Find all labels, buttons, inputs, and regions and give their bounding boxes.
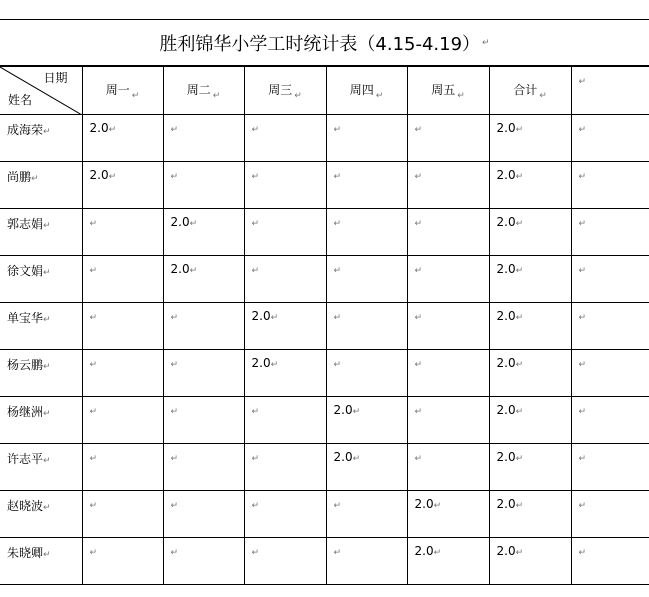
paragraph-mark-icon: ↵: [515, 313, 524, 323]
table-title: 胜利锦华小学工时统计表（4.15-4.19）: [159, 33, 481, 55]
paragraph-mark-icon: ↵: [333, 172, 342, 182]
paragraph-mark-icon: ↵: [43, 268, 51, 278]
name-cell[interactable]: [0, 209, 82, 256]
total-cell[interactable]: [489, 209, 571, 256]
name-cell[interactable]: [0, 491, 82, 538]
paragraph-mark-icon: ↵: [333, 266, 342, 276]
hours-cell[interactable]: [407, 303, 489, 350]
name-text: 杨云鹏: [7, 358, 44, 372]
paragraph-mark-icon: ↵: [352, 407, 361, 417]
paragraph-mark-icon: ↵: [251, 125, 260, 135]
table-row: [0, 115, 649, 162]
hours-cell[interactable]: [163, 115, 244, 162]
header-extra: [571, 67, 649, 115]
hours-value: 2.0: [89, 121, 109, 135]
paragraph-mark-icon: ↵: [89, 407, 98, 417]
paragraph-mark-icon: ↵: [89, 454, 98, 464]
paragraph-mark-icon: ↵: [251, 266, 260, 276]
extra-cell[interactable]: [571, 397, 649, 444]
hours-cell[interactable]: [82, 491, 163, 538]
paragraph-mark-icon: ↵: [375, 90, 384, 101]
paragraph-mark-icon: ↵: [414, 407, 423, 417]
extra-cell[interactable]: [571, 444, 649, 491]
paragraph-mark-icon: ↵: [414, 313, 423, 323]
hours-cell[interactable]: [82, 444, 163, 491]
name-text: 徐文娟: [7, 264, 44, 278]
extra-cell[interactable]: [571, 256, 649, 303]
hours-value: 2.0: [170, 215, 190, 229]
hours-cell[interactable]: [326, 162, 407, 209]
hours-cell[interactable]: [82, 350, 163, 397]
hours-cell[interactable]: [163, 444, 244, 491]
table-row: [0, 444, 649, 491]
hours-cell[interactable]: [244, 444, 326, 491]
paragraph-mark-icon: ↵: [515, 501, 524, 511]
hours-value: 2.0: [496, 121, 516, 135]
hours-cell[interactable]: [407, 209, 489, 256]
hours-cell[interactable]: [326, 303, 407, 350]
hours-value: 2.0: [89, 168, 109, 182]
paragraph-mark-icon: ↵: [578, 219, 587, 229]
paragraph-mark-icon: ↵: [170, 125, 179, 135]
paragraph-mark-icon: ↵: [170, 360, 179, 370]
extra-cell[interactable]: [571, 303, 649, 350]
header-tue: 周二 $_↵$: [163, 67, 244, 115]
paragraph-mark-icon: ↵: [43, 127, 51, 137]
header-fri: 周五 $_↵$: [407, 67, 489, 115]
hours-cell[interactable]: [82, 162, 163, 209]
hours-cell[interactable]: [244, 350, 326, 397]
paragraph-mark-icon: ↵: [43, 550, 51, 560]
name-cell[interactable]: [0, 115, 82, 162]
hours-value: 2.0: [496, 262, 516, 276]
hours-cell[interactable]: [244, 491, 326, 538]
paragraph-mark-icon: ↵: [578, 548, 587, 558]
paragraph-mark-icon: ↵: [578, 407, 587, 417]
total-cell[interactable]: [489, 256, 571, 303]
hours-value: 2.0: [251, 356, 271, 370]
hours-value: 2.0: [496, 403, 516, 417]
total-cell[interactable]: [489, 491, 571, 538]
paragraph-mark-icon: ↵: [251, 501, 260, 511]
hours-table: [0, 66, 649, 585]
table-row: [0, 209, 649, 256]
table-row: [0, 491, 649, 538]
paragraph-mark-icon: ↵: [170, 454, 179, 464]
hours-cell[interactable]: [244, 256, 326, 303]
paragraph-mark-icon: ↵: [89, 219, 98, 229]
paragraph-mark-icon: ↵: [89, 313, 98, 323]
paragraph-mark-icon: ↵: [43, 456, 51, 466]
hours-cell[interactable]: [407, 397, 489, 444]
paragraph-mark-icon: ↵: [515, 548, 524, 558]
extra-cell[interactable]: [571, 350, 649, 397]
paragraph-mark-icon: ↵: [251, 407, 260, 417]
name-text: 杨继洲: [7, 405, 44, 419]
hours-value: 2.0: [496, 168, 516, 182]
total-cell[interactable]: [489, 538, 571, 585]
paragraph-mark-icon: ↵: [43, 362, 51, 372]
paragraph-mark-icon: ↵: [170, 501, 179, 511]
corner-date-label: 日期: [43, 71, 68, 85]
hours-cell[interactable]: [244, 397, 326, 444]
paragraph-mark-icon: ↵: [578, 454, 587, 464]
hours-value: 2.0: [170, 262, 190, 276]
paragraph-mark-icon: ↵: [333, 125, 342, 135]
extra-cell[interactable]: [571, 115, 649, 162]
hours-value: 2.0: [496, 309, 516, 323]
table-row: [0, 303, 649, 350]
hours-value: 2.0: [414, 544, 434, 558]
paragraph-mark-icon: ↵: [251, 172, 260, 182]
paragraph-mark-icon: ↵: [212, 90, 221, 101]
paragraph-mark-icon: ↵: [578, 172, 587, 182]
table-row: [0, 162, 649, 209]
hours-cell[interactable]: [326, 350, 407, 397]
name-text: 赵晓波: [7, 499, 44, 513]
paragraph-mark-icon: ↵: [414, 360, 423, 370]
name-text: 许志平: [7, 452, 44, 466]
corner-cell: [0, 67, 82, 115]
name-cell[interactable]: [0, 256, 82, 303]
hours-cell[interactable]: [407, 256, 489, 303]
paragraph-mark-icon: ↵: [170, 313, 179, 323]
hours-value: 2.0: [496, 356, 516, 370]
name-cell[interactable]: [0, 303, 82, 350]
paragraph-mark-icon: ↵: [31, 174, 39, 184]
hours-cell[interactable]: [326, 491, 407, 538]
hours-cell[interactable]: [326, 444, 407, 491]
hours-cell[interactable]: [82, 303, 163, 350]
paragraph-mark-icon: ↵: [189, 266, 198, 276]
hours-cell[interactable]: [407, 491, 489, 538]
paragraph-mark-icon: ↵: [89, 360, 98, 370]
paragraph-mark-icon: ↵: [170, 548, 179, 558]
paragraph-mark-icon: ↵: [170, 407, 179, 417]
paragraph-mark-icon: ↵: [251, 219, 260, 229]
hours-value: 2.0: [414, 497, 434, 511]
hours-cell[interactable]: [326, 538, 407, 585]
header-thu: 周四 $_↵$: [326, 67, 407, 115]
header-row: [0, 67, 649, 115]
paragraph-mark-icon: ↵: [333, 219, 342, 229]
title-row: [0, 19, 649, 66]
name-text: 单宝华: [7, 311, 44, 325]
name-text: 郭志娟: [7, 217, 44, 231]
paragraph-mark-icon: ↵: [43, 221, 51, 231]
hours-cell[interactable]: [244, 209, 326, 256]
paragraph-mark-icon: ↵: [515, 454, 524, 464]
paragraph-mark-icon: ↵: [270, 313, 279, 323]
hours-cell[interactable]: [163, 491, 244, 538]
hours-cell[interactable]: [407, 162, 489, 209]
extra-cell[interactable]: [571, 538, 649, 585]
paragraph-mark-icon: ↵: [515, 219, 524, 229]
table-row: [0, 350, 649, 397]
paragraph-mark-icon: ↵: [333, 548, 342, 558]
extra-cell[interactable]: [571, 162, 649, 209]
paragraph-mark-icon: ↵: [251, 548, 260, 558]
hours-cell[interactable]: [82, 538, 163, 585]
paragraph-mark-icon: ↵: [352, 454, 361, 464]
paragraph-mark-icon: ↵: [414, 266, 423, 276]
hours-cell[interactable]: [82, 397, 163, 444]
hours-value: 2.0: [333, 450, 353, 464]
total-cell[interactable]: [489, 115, 571, 162]
name-text: 朱晓卿: [7, 546, 44, 560]
hours-cell[interactable]: [244, 303, 326, 350]
hours-cell[interactable]: [163, 256, 244, 303]
paragraph-mark-icon: ↵: [89, 266, 98, 276]
paragraph-mark-icon: ↵: [43, 503, 51, 513]
hours-value: 2.0: [496, 215, 516, 229]
hours-cell[interactable]: [407, 444, 489, 491]
hours-cell[interactable]: [407, 538, 489, 585]
paragraph-mark-icon: ↵: [251, 454, 260, 464]
paragraph-mark-icon: ↵: [433, 501, 442, 511]
total-cell[interactable]: [489, 303, 571, 350]
hours-cell[interactable]: [407, 115, 489, 162]
hours-cell[interactable]: [163, 538, 244, 585]
paragraph-mark-icon: ↵: [414, 219, 423, 229]
hours-cell[interactable]: [326, 256, 407, 303]
paragraph-mark-icon: ↵: [333, 501, 342, 511]
hours-cell[interactable]: [326, 115, 407, 162]
paragraph-mark-icon: ↵: [131, 90, 140, 101]
paragraph-mark-icon: ↵: [333, 360, 342, 370]
hours-cell[interactable]: [82, 115, 163, 162]
total-cell[interactable]: [489, 397, 571, 444]
paragraph-mark-icon: ↵: [108, 172, 117, 182]
paragraph-mark-icon: ↵: [108, 125, 117, 135]
paragraph-mark-icon: ↵: [515, 172, 524, 182]
name-cell[interactable]: [0, 444, 82, 491]
paragraph-mark-icon: ↵: [433, 548, 442, 558]
paragraph-mark-icon: ↵: [578, 266, 587, 276]
header-total: 合计 $_↵$: [489, 67, 571, 115]
name-cell[interactable]: [0, 397, 82, 444]
table-row: [0, 397, 649, 444]
table-row: [0, 256, 649, 303]
hours-value: 2.0: [251, 309, 271, 323]
hours-cell[interactable]: [244, 162, 326, 209]
hours-cell[interactable]: [326, 209, 407, 256]
hours-cell[interactable]: [407, 350, 489, 397]
paragraph-mark-icon: ↵: [414, 454, 423, 464]
corner-name-label: 姓名: [8, 93, 33, 107]
hours-value: 2.0: [496, 450, 516, 464]
paragraph-mark-icon: ↵: [457, 90, 465, 101]
hours-cell[interactable]: [82, 209, 163, 256]
paragraph-mark-icon: ↵: [294, 90, 302, 101]
paragraph-mark-icon: ↵: [578, 125, 587, 135]
hours-cell[interactable]: [163, 209, 244, 256]
paragraph-mark-icon: ↵: [578, 360, 587, 370]
paragraph-mark-icon: ↵: [89, 548, 98, 558]
hours-cell[interactable]: [244, 115, 326, 162]
hours-cell[interactable]: [163, 162, 244, 209]
hours-value: 2.0: [496, 497, 516, 511]
paragraph-mark-icon: ↵: [539, 90, 547, 101]
hours-cell[interactable]: [163, 397, 244, 444]
paragraph-mark-icon: ↵: [515, 360, 524, 370]
total-cell[interactable]: [489, 162, 571, 209]
paragraph-mark-icon: ↵: [189, 219, 198, 229]
hours-cell[interactable]: [82, 256, 163, 303]
paragraph-mark-icon: ↵: [170, 172, 179, 182]
paragraph-mark-icon: ↵: [414, 172, 423, 182]
paragraph-mark-icon: ↵: [43, 315, 51, 325]
hours-cell[interactable]: [244, 538, 326, 585]
total-cell[interactable]: [489, 350, 571, 397]
paragraph-mark-icon: ↵: [43, 409, 51, 419]
table-row: [0, 538, 649, 585]
total-cell[interactable]: [489, 444, 571, 491]
paragraph-mark-icon: ↵: [89, 501, 98, 511]
name-text: 尚鹏: [7, 170, 32, 184]
header-wed: 周三 $_↵$: [244, 67, 326, 115]
name-cell[interactable]: [0, 538, 82, 585]
paragraph-mark-icon: ↵: [414, 125, 423, 135]
hours-cell[interactable]: [326, 397, 407, 444]
hours-cell[interactable]: [163, 350, 244, 397]
extra-cell[interactable]: [571, 209, 649, 256]
paragraph-mark-icon: ↵: [270, 360, 279, 370]
paragraph-mark-icon: ↵: [578, 313, 587, 323]
name-cell[interactable]: [0, 350, 82, 397]
paragraph-mark-icon: ↵: [515, 407, 524, 417]
paragraph-mark-icon: ↵: [515, 125, 524, 135]
name-cell[interactable]: [0, 162, 82, 209]
hours-cell[interactable]: [163, 303, 244, 350]
paragraph-mark-icon: ↵: [515, 266, 524, 276]
paragraph-mark-icon: ↵: [333, 313, 342, 323]
hours-value: 2.0: [496, 544, 516, 558]
paragraph-mark-icon: ↵: [578, 77, 587, 87]
name-text: 成海荣: [7, 123, 44, 137]
paragraph-mark-icon: ↵: [482, 37, 490, 48]
paragraph-mark-icon: ↵: [578, 501, 587, 511]
hours-value: 2.0: [333, 403, 353, 417]
header-mon: 周一 $_↵$: [82, 67, 163, 115]
extra-cell[interactable]: [571, 491, 649, 538]
table-body: [0, 115, 649, 585]
